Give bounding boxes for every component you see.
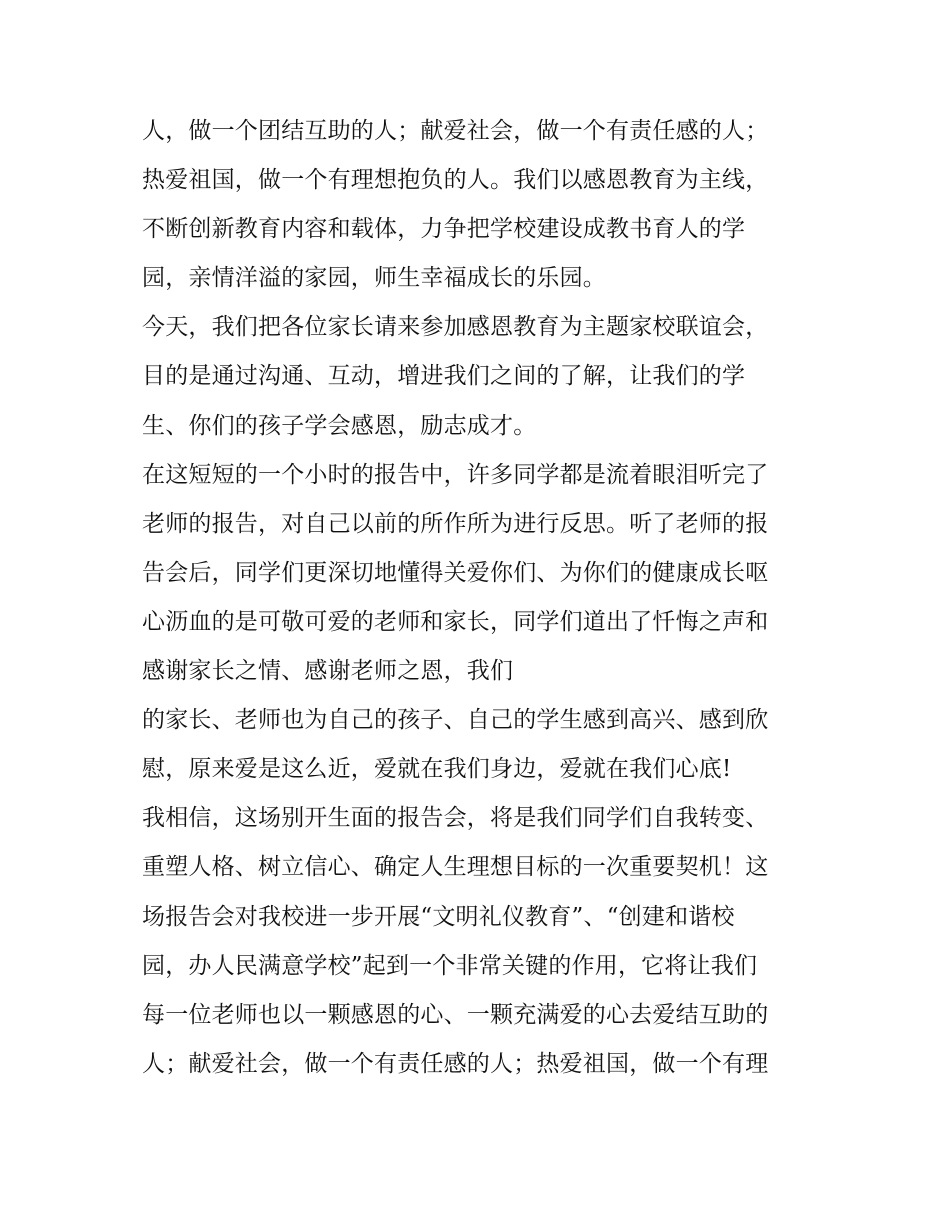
- text-line: 不断创新教育内容和载体，力争把学校建设成教书育人的学: [142, 216, 746, 243]
- text-line: 感谢家长之情、感谢老师之恩，我们: [142, 658, 514, 685]
- text-line: 在这短短的一个小时的报告中，许多同学都是流着眼泪听完了: [142, 461, 769, 488]
- text-line: 我相信，这场别开生面的报告会，将是我们同学们自我转变、: [142, 805, 769, 832]
- text-line: 重塑人格、树立信心、确定人生理想目标的一次重要契机！这: [142, 854, 769, 881]
- text-line: 园，亲情洋溢的家园，师生幸福成长的乐园。: [142, 265, 606, 292]
- text-line: 园，办人民满意学校”起到一个非常关键的作用，它将让我们: [142, 952, 758, 979]
- text-line: 生、你们的孩子学会感恩，励志成才。: [142, 412, 537, 439]
- text-line: 每一位老师也以一颗感恩的心、一颗充满爱的心去爱结互助的: [142, 1001, 769, 1028]
- text-line: 的家长、老师也为自己的孩子、自己的学生感到高兴、感到欣: [142, 707, 769, 734]
- text-line: 人；献爱社会，做一个有责任感的人；热爱祖国，做一个有理: [142, 1050, 769, 1077]
- text-line: 老师的报告，对自己以前的所作所为进行反思。听了老师的报: [142, 510, 769, 537]
- text-line: 人，做一个团结互助的人；献爱社会，做一个有责任感的人；: [142, 118, 769, 144]
- text-line: 慰，原来爱是这么近，爱就在我们身边，爱就在我们心底!: [142, 756, 732, 783]
- text-line: 场报告会对我校进一步开展“文明礼仪教育”、“创建和谐校: [142, 903, 735, 930]
- document-body: [142, 107, 822, 1089]
- text-line: 心沥血的是可敬可爱的老师和家长，同学们道出了忏悔之声和: [142, 608, 769, 635]
- text-line: 告会后，同学们更深切地懂得关爱你们、为你们的健康成长呕: [142, 559, 769, 586]
- text-line: 目的是通过沟通、互动，增进我们之间的了解，让我们的学: [142, 363, 746, 390]
- text-line: 今天，我们把各位家长请来参加感恩教育为主题家校联谊会，: [142, 314, 769, 341]
- text-line: 热爱祖国，做一个有理想抱负的人。我们以感恩教育为主线，: [142, 167, 769, 194]
